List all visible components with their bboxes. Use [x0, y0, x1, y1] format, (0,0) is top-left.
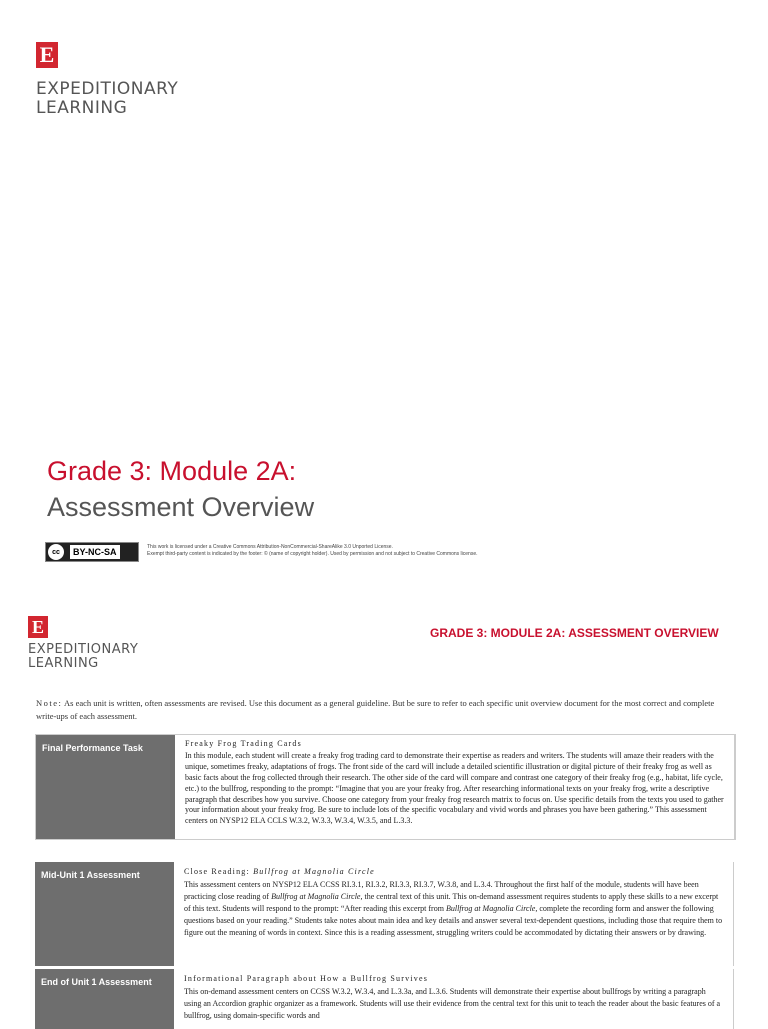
row-body	[174, 969, 734, 1029]
row-text-b: , the central text of this unit. This on-demand assessment requires students to apply these skills to a new excerpt of this text. Students will respond to the prompt: “After reading this excerpt from	[184, 891, 719, 913]
logo-e-icon: E	[36, 42, 58, 68]
cover-title-line2: Assessment Overview	[47, 492, 315, 522]
page-header-title: GRADE 3: MODULE 2A: ASSESSMENT OVERVIEW	[430, 626, 719, 640]
row-text-italic2: Bullfrog at Magnolia Circle	[445, 903, 536, 913]
row-body	[174, 862, 734, 966]
row-title-italic: Bullfrog at Magnolia Circle	[253, 867, 375, 876]
logo-e-icon: E	[28, 616, 48, 638]
cc-badge-label: BY-NC-SA	[70, 545, 120, 559]
row-text-a: This assessment centers on NYSP12 ELA CCSS RI.3.1, RI.3.2, RI.3.3, RI.3.7, W.3.8, and L.3.4. Throughout the first half of the module, students will have been practicing close reading of	[184, 879, 699, 901]
row-description: In this module, each student will create a freaky frog trading card to demonstrate their expertise as readers and writers. The students will amaze their readers with the unique, sometimes freaky, adaptations of frogs. The front side of the card will include a detailed scientific illustration or digital picture of their freaky frog as well as basic facts about the frog collected through their research. The other side of the card will compare and contrast one category of their freaky frog (e.g., habitat, life cycle, etc.) to the bullfrog, responding to the prompt: “Imagine that you are your freaky frog. After researching informational texts on your freaky frog, write a descriptive paragraph that describes how you survive. Choose one category from your freaky frog research matrix to focus on. Use specific details from the texts you used to gather your information about your freaky frog. Be sure to include lots of the specific vocabulary and vivid words and phrases you have been gathering.” This assessment centers on NYSP12 ELA CCLS W.3.2, W.3.3, W.3.4, W.3.5, and L.3.3.	[185, 750, 724, 826]
note-text: As each unit is written, often assessments are revised. Use this document as a general guideline. But be sure to refer to each specific unit overview document for the most correct and complete write-ups of each assessment.	[36, 698, 715, 721]
note-label: Note:	[36, 698, 63, 708]
row-text-c: , complete the recording form and answer the following questions based on your reading.” Students take notes about main idea and key details and answer several text-dependent questions, including those that require them to figure out the meaning of words in context. Since this is a reading assessment, struggling writers could be accommodated by dictating their answers or by drawing.	[184, 903, 723, 937]
row-description: This on-demand assessment centers on CCSS W.3.2, W.3.4, and L.3.3a, and L.3.6. Students will demonstrate their expertise about bullfrogs by writing a paragraph using an Accordion graphic organizer as a framework. Students will use their evidence from the central text for this unit to teach the reader about the basic features of a bullfrog, using domain-specific words and	[184, 986, 721, 1020]
license-text	[147, 544, 547, 558]
logo-line2: LEARNING	[36, 97, 128, 118]
row-description	[184, 879, 723, 939]
license-line1: This work is licensed under a Creative Commons Attribution-NonCommercial-ShareAlike 3.0 Unported License.	[147, 544, 393, 550]
row-body	[175, 735, 735, 839]
row-text-italic1: Bullfrog at Magnolia Circle	[271, 891, 361, 901]
row-label: End of Unit 1 Assessment	[35, 969, 174, 1029]
logo-wordmark	[28, 643, 138, 672]
cover-logo	[36, 42, 178, 117]
note-paragraph	[36, 697, 736, 723]
page-header-logo	[28, 616, 138, 672]
logo-line1: EXPEDITIONARY	[28, 642, 139, 657]
row-label: Final Performance Task	[36, 735, 175, 839]
cover-title	[47, 453, 314, 525]
row-title: Freaky Frog Trading Cards	[185, 739, 302, 748]
license-block	[45, 542, 547, 562]
cover-title-line1: Grade 3: Module 2A:	[47, 456, 297, 486]
table-row-mid-unit-1	[35, 862, 734, 966]
cc-icon: cc	[48, 544, 64, 560]
table-row-final-performance-task	[35, 734, 736, 840]
table-row-end-of-unit-1	[35, 969, 734, 1029]
logo-line1: EXPEDITIONARY	[36, 79, 179, 99]
cc-license-badge	[45, 542, 139, 562]
logo-wordmark	[36, 80, 178, 117]
row-title: Informational Paragraph about How a Bullfrog Survives	[184, 974, 429, 983]
row-label: Mid-Unit 1 Assessment	[35, 862, 174, 966]
row-title-prefix: Close Reading:	[184, 867, 254, 876]
logo-line2: LEARNING	[28, 656, 99, 672]
license-line2: Exempt third-party content is indicated by the footer: © (name of copyright holder). Used by permission and not subject to Creative Commons license.	[147, 551, 478, 557]
row-title	[184, 866, 723, 878]
